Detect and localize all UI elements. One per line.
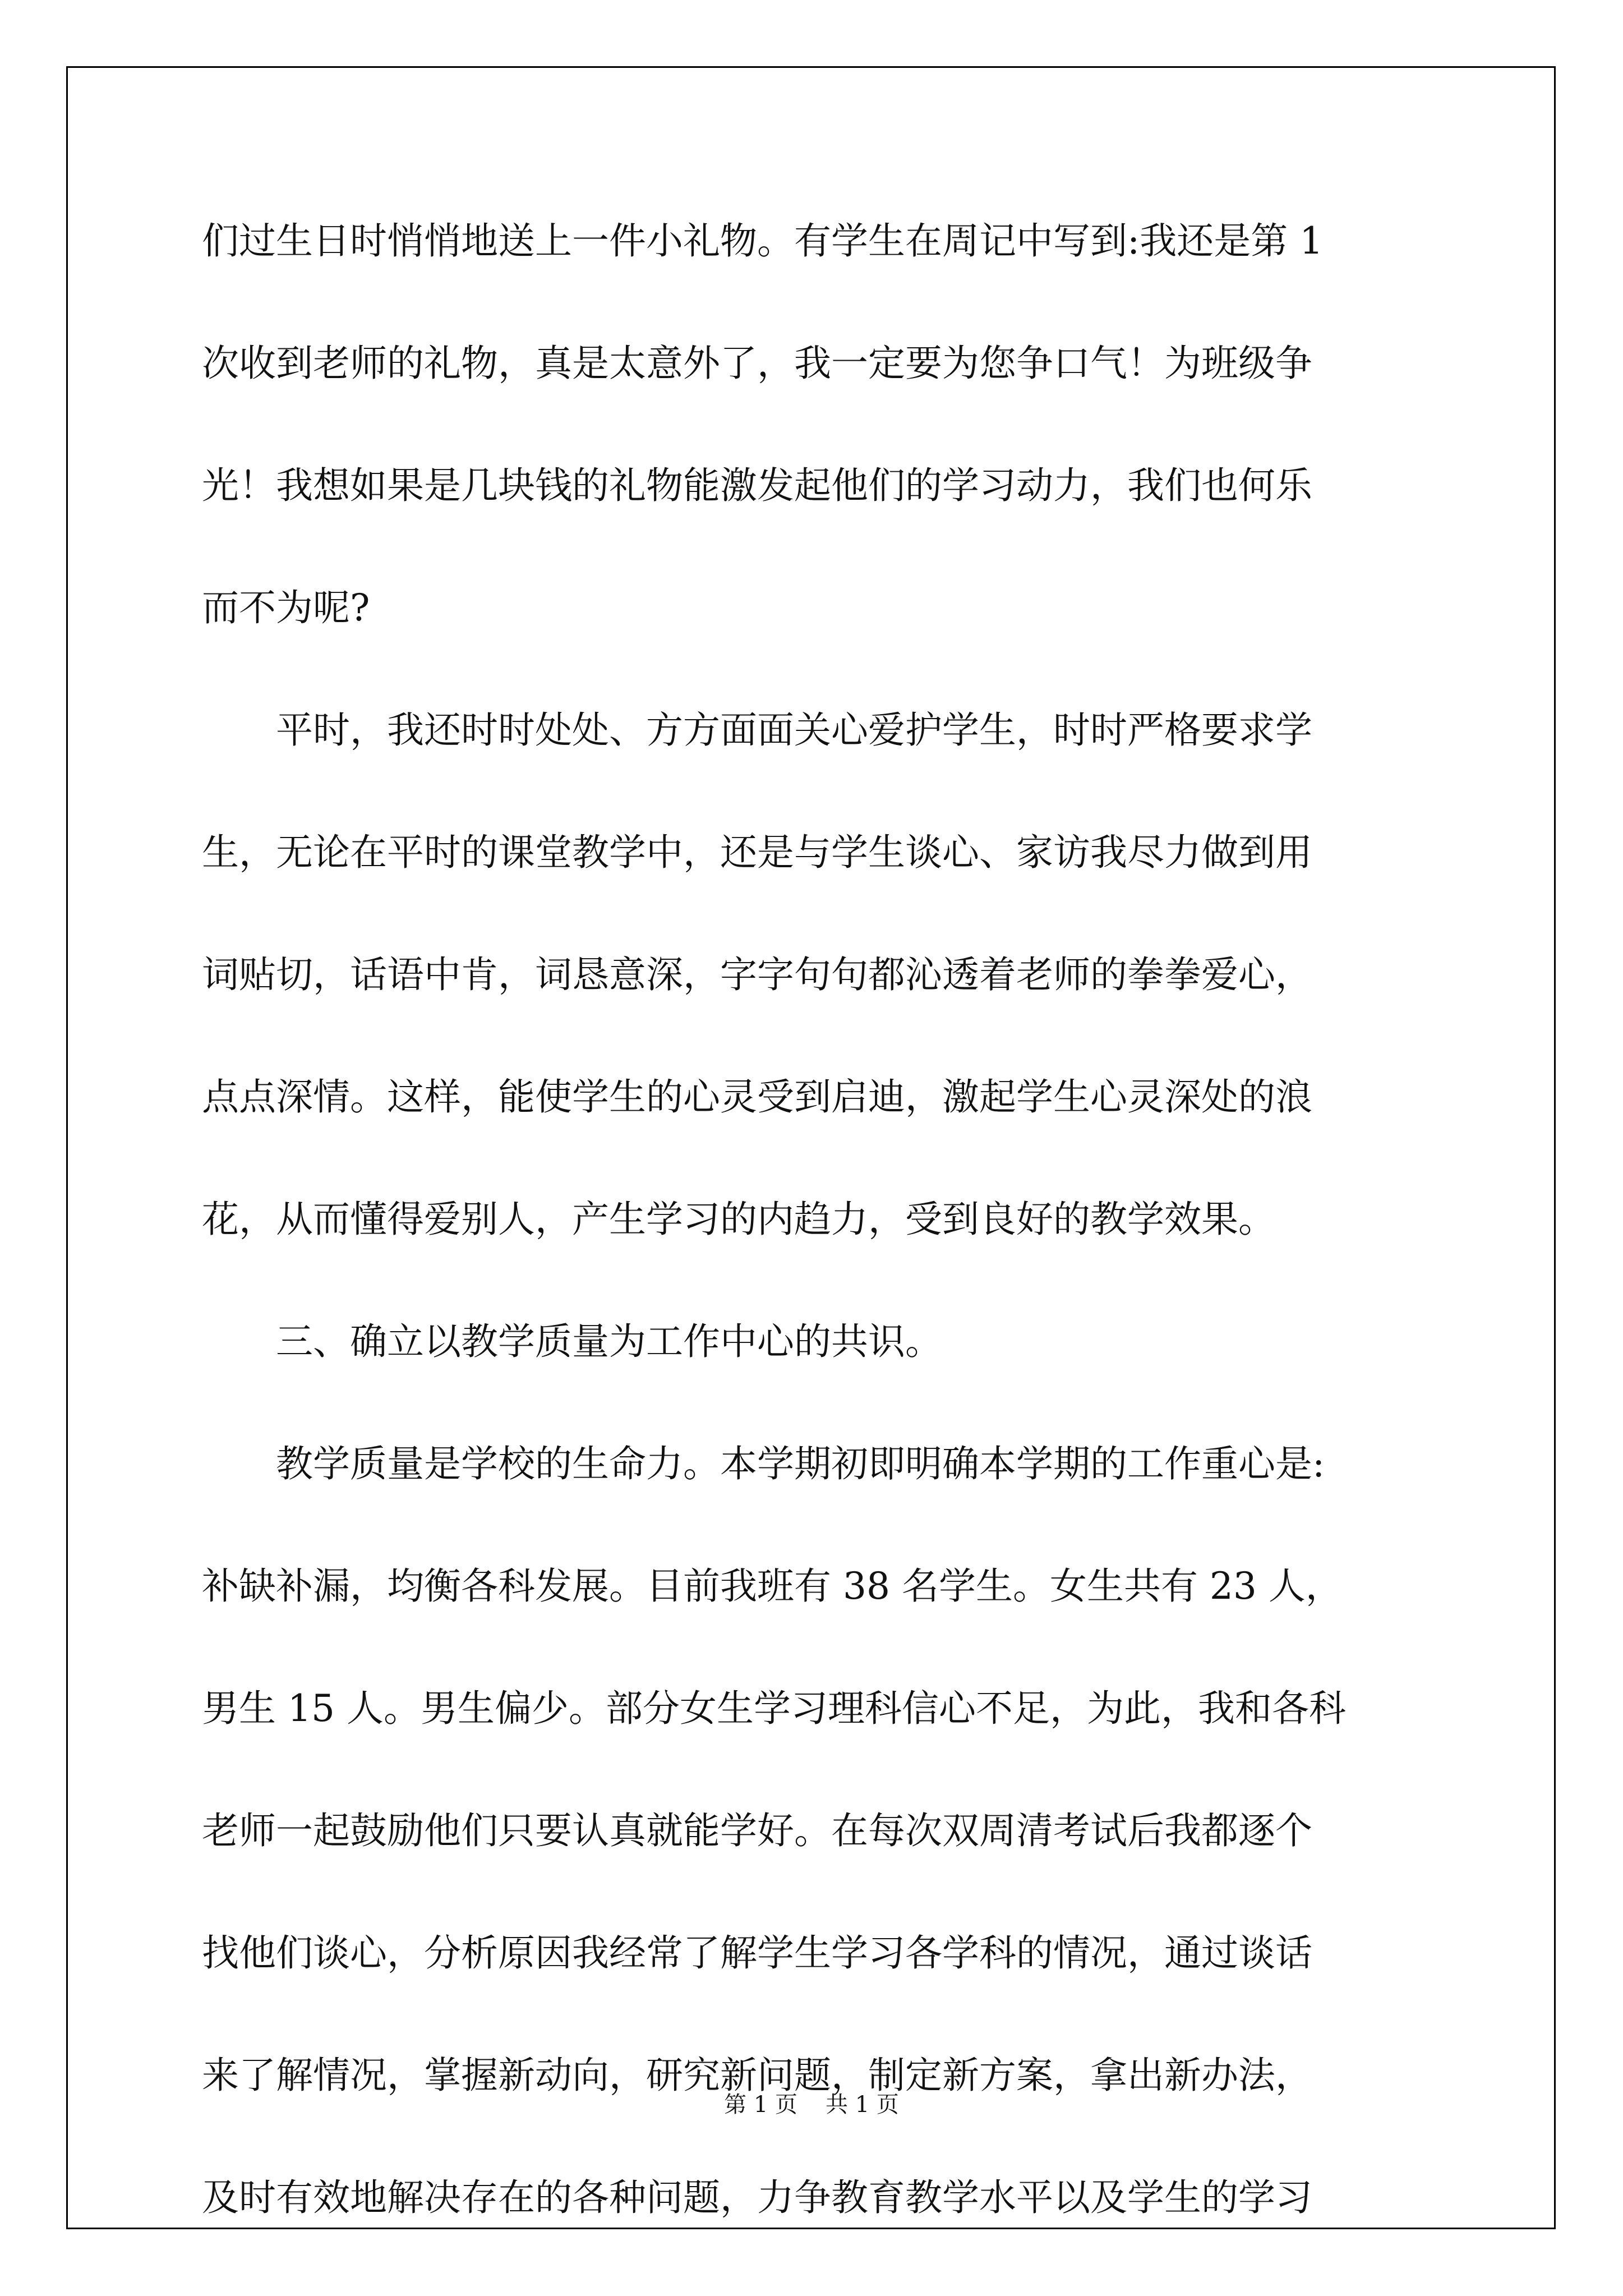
page-number: 第 1 页	[724, 2092, 797, 2118]
text-line: 老师一起鼓励他们只要认真就能学好。在每次双周清考试后我都逐个	[202, 1809, 1312, 1852]
text-line: 来了解情况，掌握新动向，研究新问题，制定新方案，拿出新办法，	[202, 2054, 1312, 2097]
text-line: 次收到老师的礼物，真是太意外了，我一定要为您争口气！为班级争	[202, 342, 1312, 385]
text-line: 词贴切，话语中肯，词恳意深，字字句句都沁透着老师的拳拳爱心，	[202, 953, 1312, 996]
text-line: 而不为呢?	[202, 586, 370, 629]
text-line: 生，无论在平时的课堂教学中，还是与学生谈心、家访我尽力做到用	[202, 831, 1312, 874]
text-line: 补缺补漏，均衡各科发展。目前我班有 38 名学生。女生共有 23 人，	[202, 1565, 1343, 1608]
text-line: 们过生日时悄悄地送上一件小礼物。有学生在周记中写到:我还是第 1	[202, 219, 1324, 263]
page-footer	[0, 2087, 1623, 2119]
section-heading: 三、确立以教学质量为工作中心的共识。	[276, 1320, 942, 1363]
text-line: 男生 15 人。男生偏少。部分女生学习理科信心不足，为此，我和各科	[202, 1687, 1346, 1730]
text-line: 及时有效地解决存在的各种问题，力争教育教学水平以及学生的学习	[202, 2176, 1312, 2219]
text-line: 花，从而懂得爱别人，产生学习的内趋力，受到良好的教学效果。	[202, 1198, 1275, 1241]
page-total: 共 1 页	[826, 2092, 899, 2118]
text-line: 点点深情。这样，能使学生的心灵受到启迪，激起学生心灵深处的浪	[202, 1075, 1312, 1119]
text-line: 教学质量是学校的生命力。本学期初即明确本学期的工作重心是:	[276, 1442, 1325, 1485]
document-body	[202, 202, 1436, 2281]
text-line: 找他们谈心，分析原因我经常了解学生学习各学科的情况，通过谈话	[202, 1931, 1312, 1975]
text-line: 光！我想如果是几块钱的礼物能激发起他们的学习动力，我们也何乐	[202, 464, 1312, 507]
text-line: 平时，我还时时处处、方方面面关心爱护学生，时时严格要求学	[276, 708, 1312, 752]
